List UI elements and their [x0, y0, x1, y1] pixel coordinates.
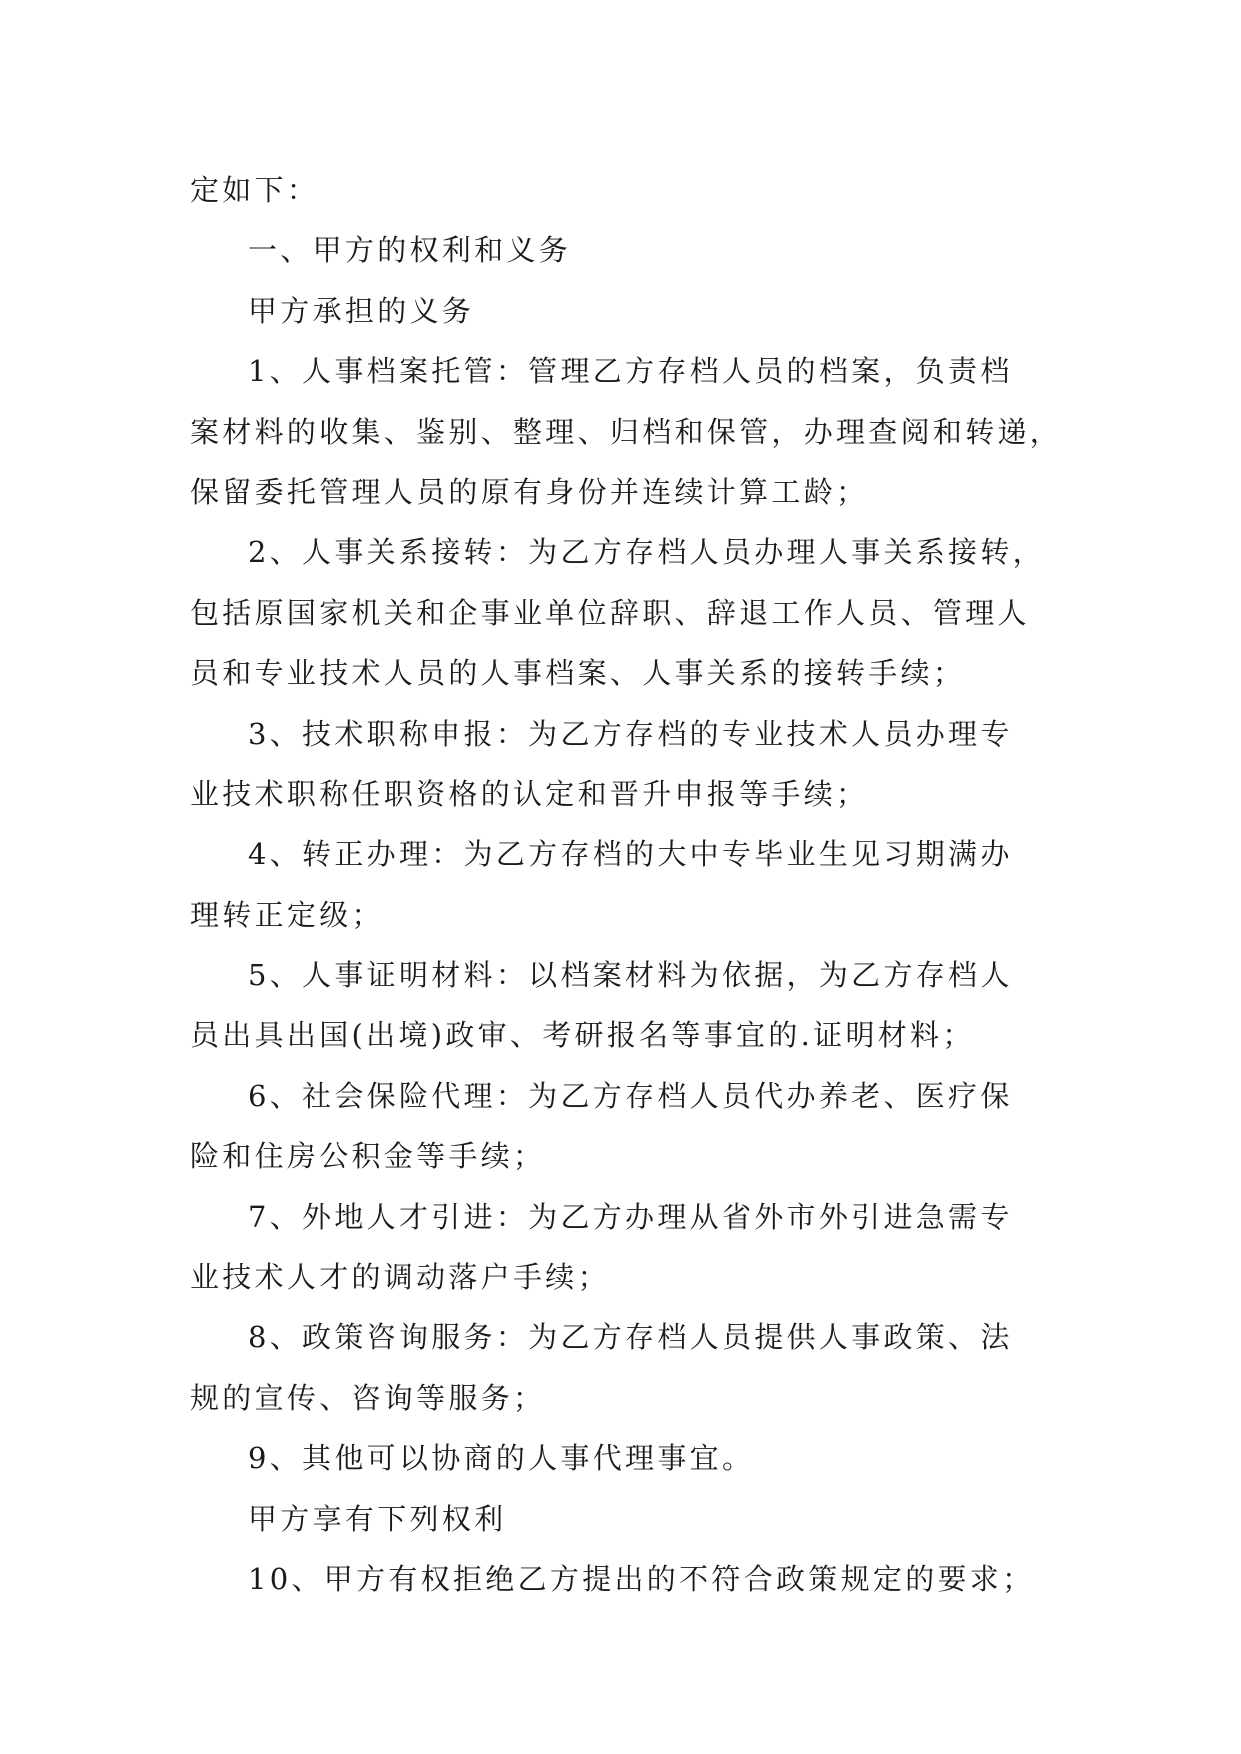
paragraph-line: 保留委托管理人员的原有身份并连续计算工龄；: [190, 474, 869, 509]
paragraph-line: 规的宣传、咨询等服务；: [190, 1380, 546, 1415]
paragraph-line: 包括原国家机关和企事业单位辞职、辞退工作人员、管理人: [190, 595, 1030, 630]
paragraph-line: 9、其他可以协商的人事代理事宜。: [248, 1441, 755, 1476]
paragraph-line: 理转正定级；: [190, 897, 384, 932]
paragraph-line: 1、人事档案托管：管理乙方存档人员的档案，负责档: [248, 354, 1013, 389]
paragraph-line: 2、人事关系接转：为乙方存档人员办理人事关系接转，: [248, 535, 1045, 570]
document-body: [190, 160, 1063, 1609]
paragraph-line: 定如下：: [190, 173, 320, 207]
paragraph-line: 7、外地人才引进：为乙方办理从省外市外引进急需专: [248, 1199, 1013, 1234]
paragraph-line: 案材料的收集、鉴别、整理、归档和保管，办理查阅和转递，: [190, 414, 1063, 449]
paragraph-line: 8、政策咨询服务：为乙方存档人员提供人事政策、法: [248, 1320, 1013, 1355]
paragraph-line: 3、技术职称申报：为乙方存档的专业技术人员办理专: [248, 716, 1013, 751]
paragraph-line: 业技术职称任职资格的认定和晋升申报等手续；: [190, 776, 869, 811]
section-heading: 一、甲方的权利和义务: [248, 233, 572, 268]
paragraph-line: 员出具出国(出境)政审、考研报名等事宜的.证明材料；: [190, 1018, 975, 1053]
paragraph-line: 6、社会保险代理：为乙方存档人员代办养老、医疗保: [248, 1078, 1013, 1113]
paragraph-line: 险和住房公积金等手续；: [190, 1139, 546, 1174]
paragraph-line: 5、人事证明材料：以档案材料为依据，为乙方存档人: [248, 958, 1013, 993]
subsection-heading: 甲方享有下列权利: [248, 1501, 507, 1536]
paragraph-line: 4、转正办理：为乙方存档的大中专毕业生见习期满办: [248, 837, 1013, 872]
paragraph-line: 员和专业技术人员的人事档案、人事关系的接转手续；: [190, 656, 966, 691]
paragraph-line: 10、甲方有权拒绝乙方提出的不符合政策规定的要求；: [248, 1561, 1035, 1596]
subsection-heading: 甲方承担的义务: [248, 293, 475, 328]
paragraph-line: 业技术人才的调动落户手续；: [190, 1260, 610, 1295]
